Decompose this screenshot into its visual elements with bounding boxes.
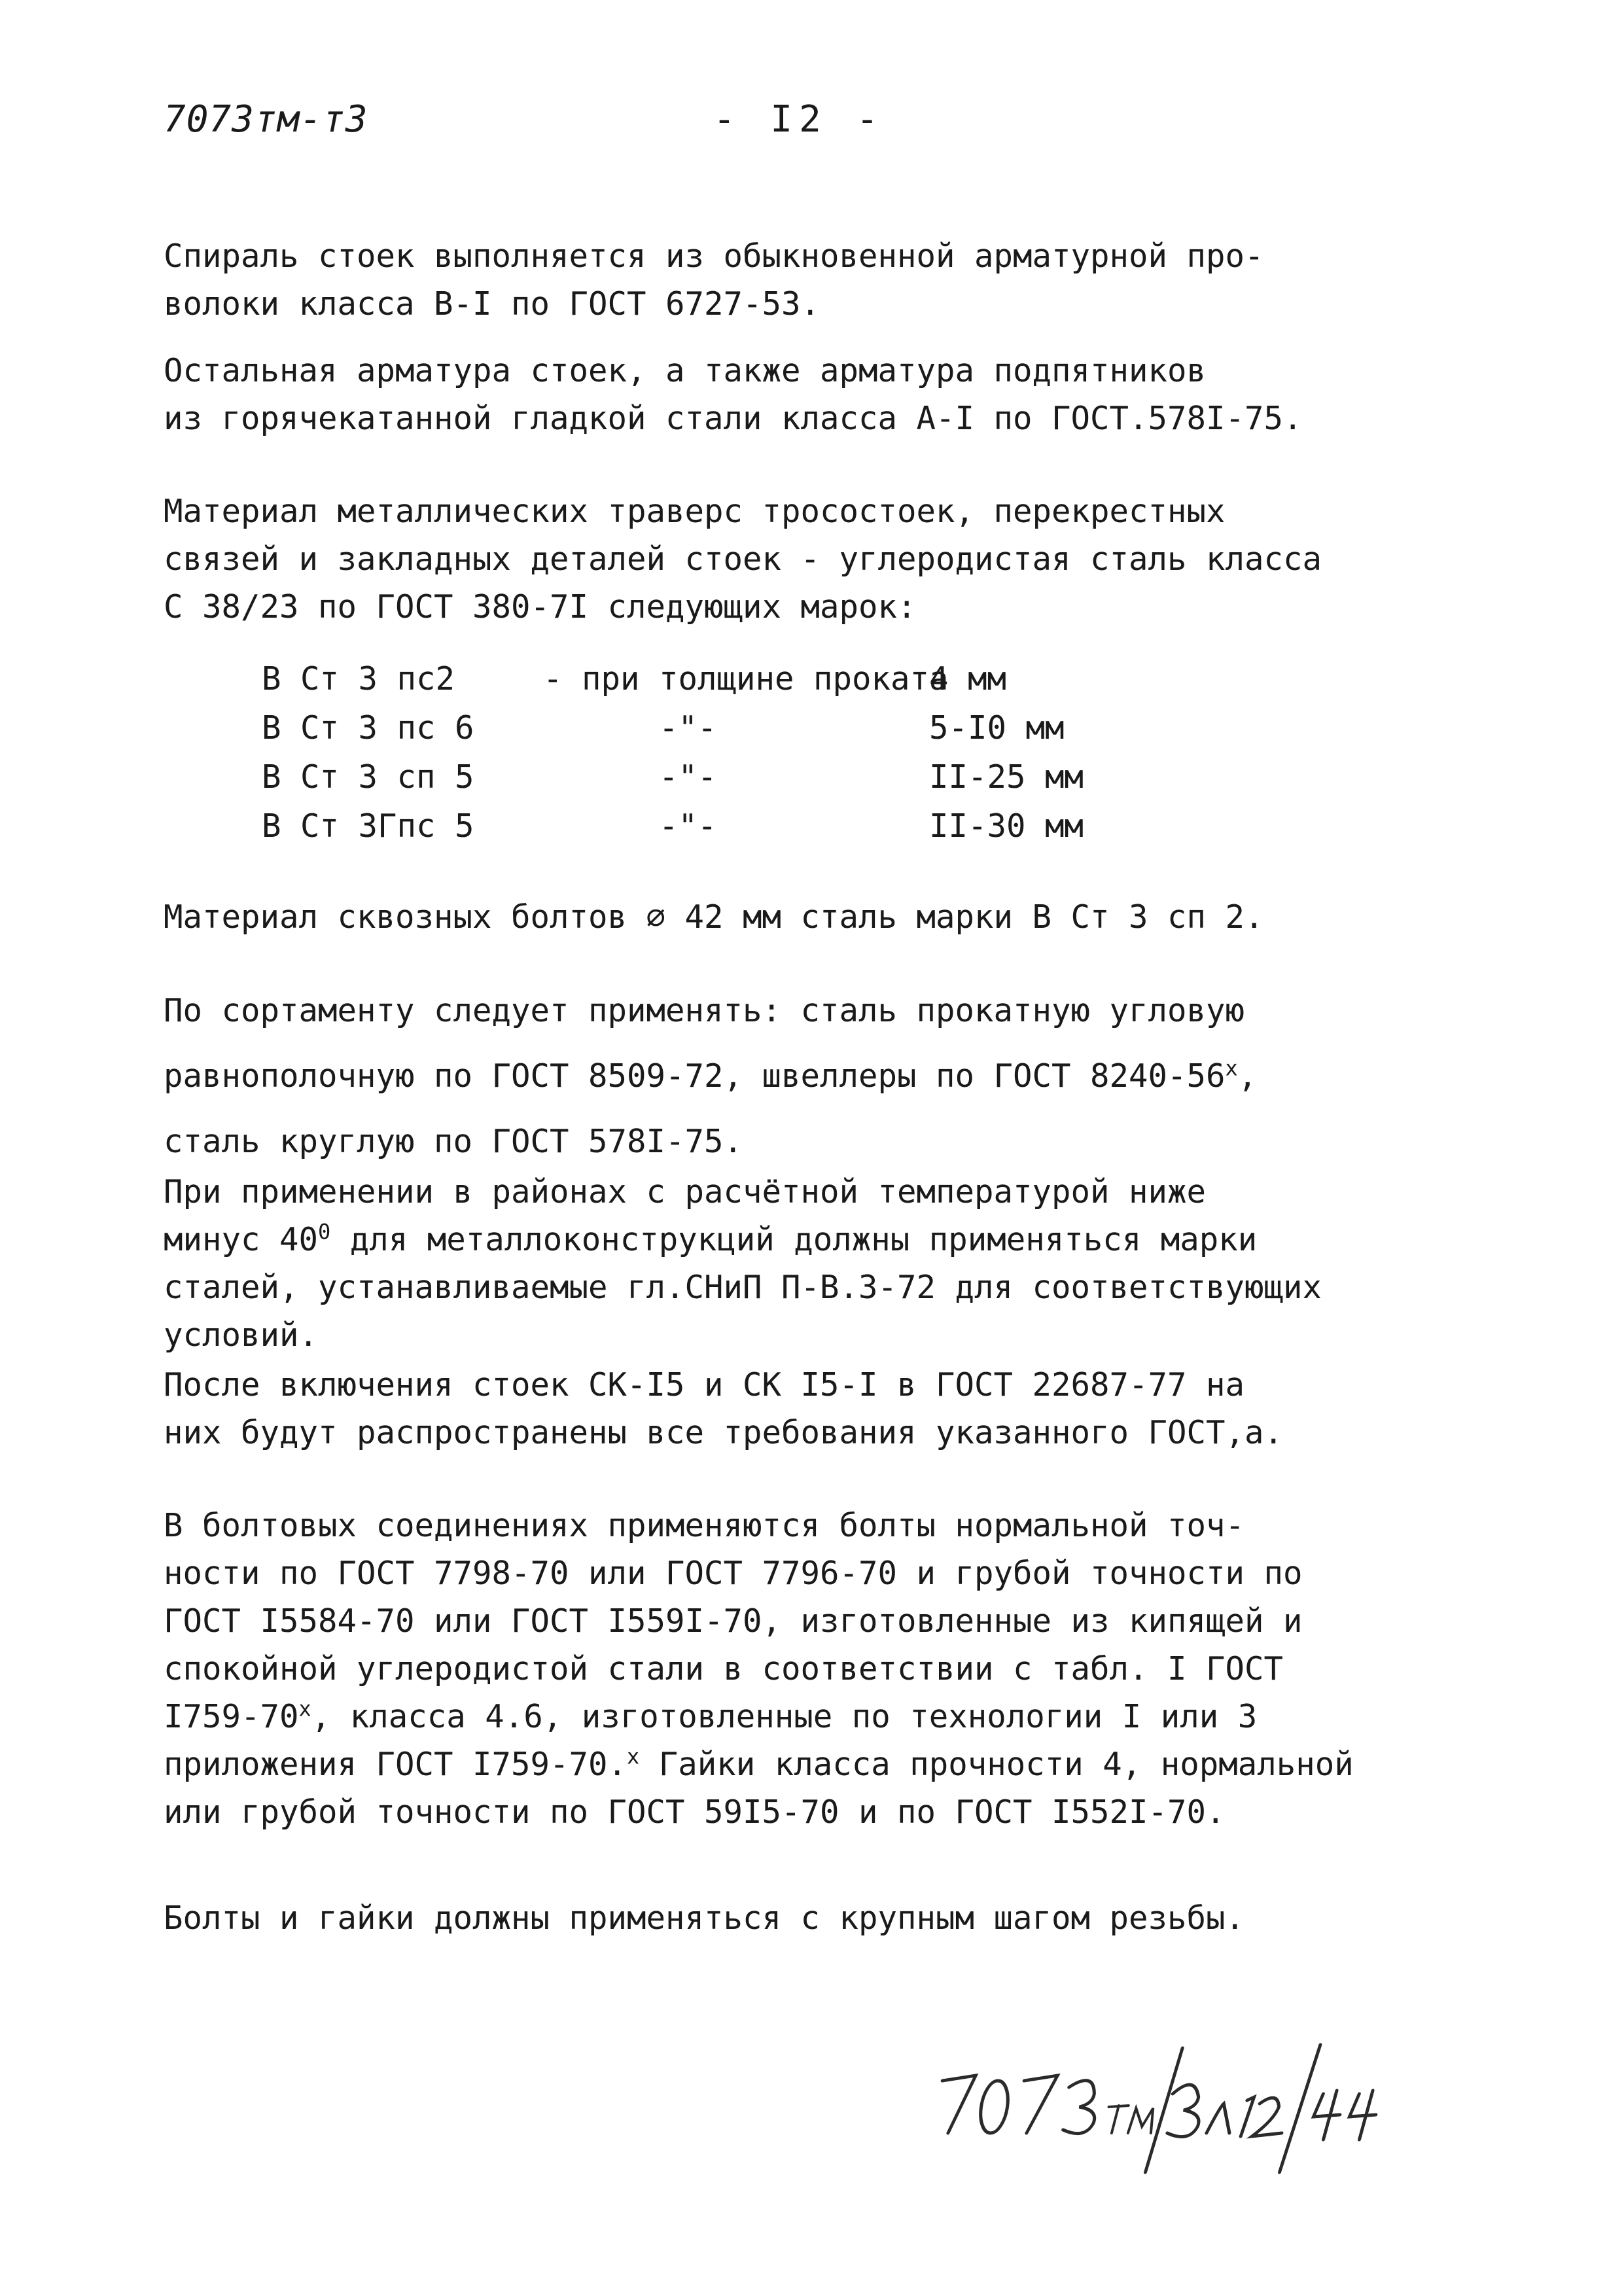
steel-grade: В Ст 3 пс2 — [262, 660, 455, 698]
bolted-text-1: В болтовых соединениях применяются болты нормальной точ- ности по ГОСТ 7798-70 или ГОСТ 7796-70 и грубой точности по ГОСТ I5584-70 или ГОСТ I559I-70, изготовленные из кипящей и спокойной углеродистой стали в соответствии с табл. I ГОСТ I759-70 — [164, 1507, 1303, 1735]
assortment-text-2: , сталь круглую по ГОСТ 578I-75. — [164, 1057, 1258, 1160]
paragraph-bolted-connections — [164, 1502, 1439, 1836]
paragraph-gost-inclusion: После включения стоек СК-I5 и СК I5-I в ГОСТ 22687-77 на них будут распространены все требования указанного ГОСТ,а. — [164, 1366, 1284, 1451]
handwritten-signature — [936, 2035, 1407, 2179]
assortment-text-1: По сортаменту следует применять: сталь прокатную угловую равнополочную по ГОСТ 8509-72, швеллеры по ГОСТ 8240-56 — [164, 992, 1245, 1095]
document-code: 7073тм-т3 — [164, 98, 368, 141]
degree-superscript: 0 — [318, 1219, 331, 1245]
paragraph-metal-material: Материал металлических траверс тросостоек, перекрестных связей и закладных деталей стоек - углеродистая сталь класса С 38/23 по ГОСТ 380-7I следующих марок: — [164, 493, 1322, 626]
bolted-text-3: Гайки класса прочности 4, нормальной или грубой точности по ГОСТ 59I5-70 и по ГОСТ I552I-70. — [164, 1746, 1354, 1831]
steel-grade: В Ст 3 пс 6 — [262, 709, 474, 747]
paragraph-low-temperature — [164, 1168, 1439, 1359]
paragraph-assortment — [164, 978, 1439, 1174]
signature-drawing — [936, 2035, 1407, 2179]
bolted-text-2: , класса 4.6, изготовленные по технологии I или 3 приложения ГОСТ I759-70. — [164, 1698, 1258, 1783]
temperature-text-2: для металлоконструкций должны применяться марки сталей, устанавливаемые гл.СНиП П-В.3-72 для соответствующих условий. — [164, 1221, 1322, 1354]
steel-thickness: II-25 мм — [929, 758, 1084, 796]
steel-condition: - при толщине проката — [543, 660, 949, 698]
superscript-mark: х — [627, 1744, 640, 1769]
paragraph-bolts-material: Материал сквозных болтов ∅ 42 мм сталь марки В Ст 3 сп 2. — [164, 898, 1264, 936]
superscript-mark: х — [1225, 1055, 1238, 1081]
ditto-mark: -"- — [543, 758, 717, 796]
page-number: - I2 - — [713, 98, 885, 141]
paragraph-thread-pitch: Болты и гайки должны применяться с крупным шагом резьбы. — [164, 1899, 1245, 1937]
superscript-mark: х — [298, 1696, 311, 1722]
temperature-text-1: При применении в районах с расчётной температурой ниже минус 40 — [164, 1173, 1207, 1258]
steel-mark-row — [262, 802, 1178, 851]
steel-thickness: 5-I0 мм — [929, 709, 1065, 747]
steel-mark-row — [262, 752, 1178, 802]
steel-marks-list — [262, 654, 1178, 851]
steel-grade: В Ст 3Гпс 5 — [262, 807, 474, 845]
steel-thickness: II-30 мм — [929, 807, 1084, 845]
ditto-mark: -"- — [543, 709, 717, 747]
paragraph-reinforcement: Остальная арматура стоек, а также арматура подпятников из горячекатанной гладкой стали класса А-I по ГОСТ.578I-75. — [164, 352, 1303, 437]
steel-mark-row — [262, 703, 1178, 752]
steel-grade: В Ст 3 сп 5 — [262, 758, 474, 796]
paragraph-spiral: Спираль стоек выполняется из обыкновенной арматурной про- волоки класса В-I по ГОСТ 6727-53. — [164, 238, 1264, 323]
ditto-mark: -"- — [543, 807, 717, 845]
steel-thickness: 4 мм — [929, 660, 1007, 698]
steel-mark-row — [262, 654, 1178, 703]
